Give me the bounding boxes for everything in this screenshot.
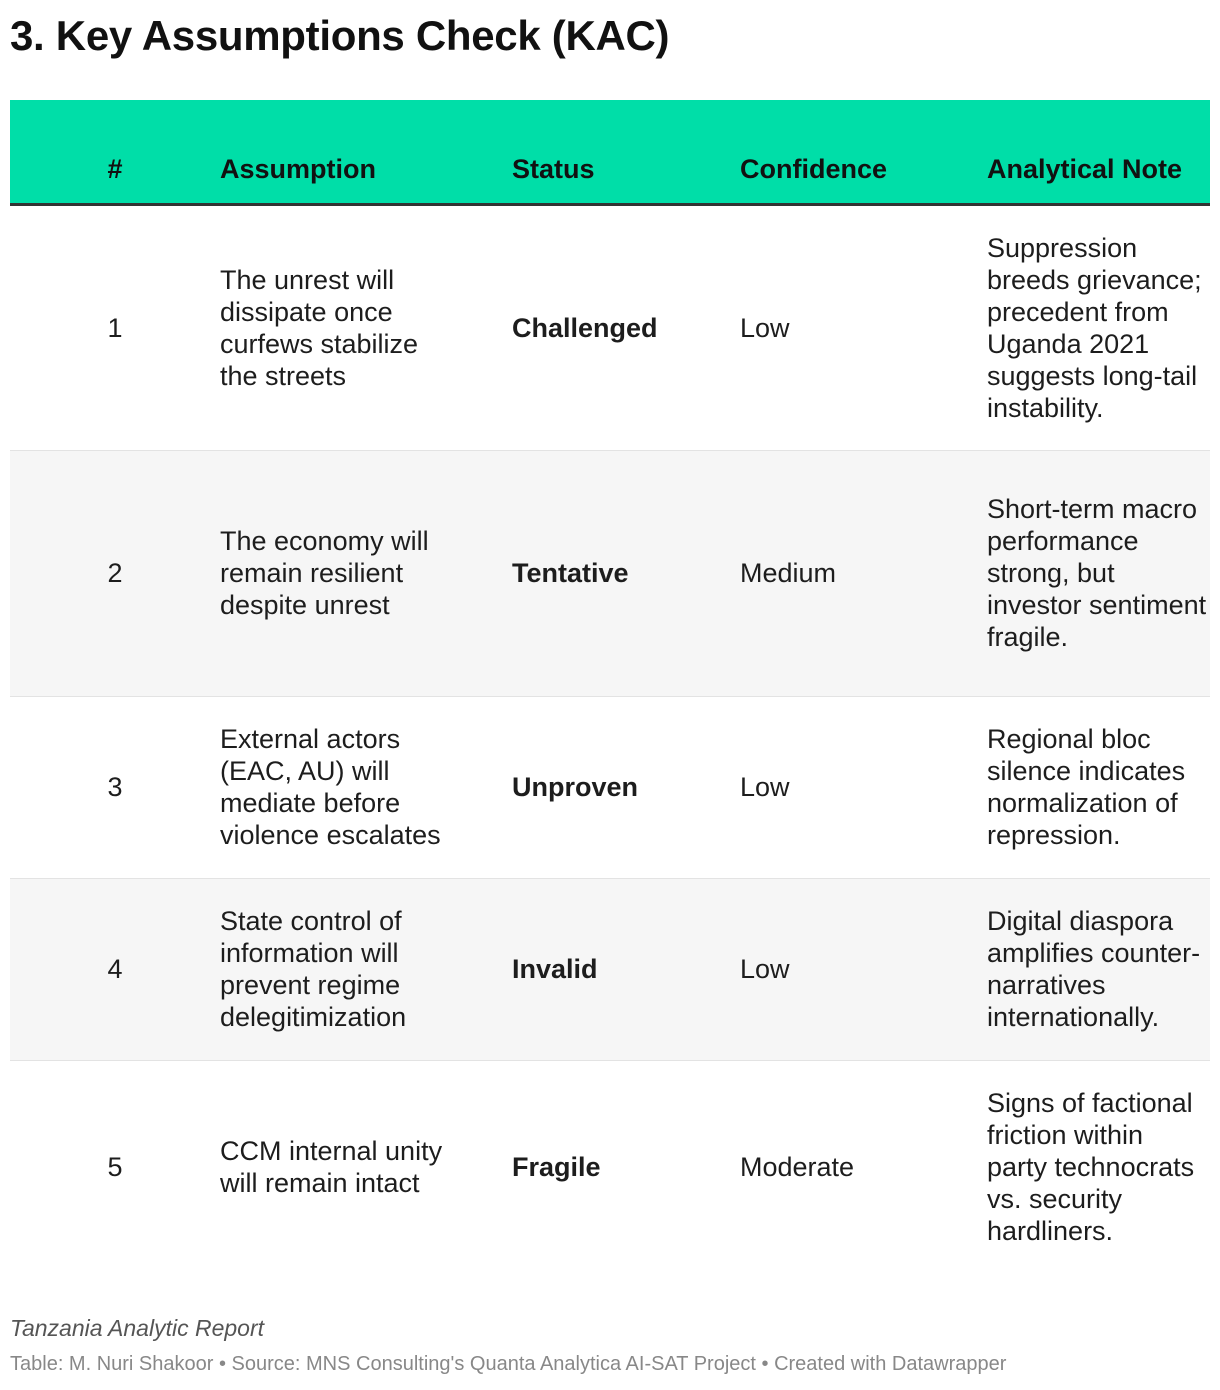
confidence-cell: Moderate — [740, 1152, 855, 1183]
column-header-number: # — [10, 100, 220, 204]
analytical-note-cell: Short-term macro performance strong, but investor sentiment fragile. — [987, 494, 1207, 652]
column-header-analytical-note: Analytical Note — [987, 100, 1210, 204]
status-cell: Unproven — [512, 772, 639, 802]
confidence-cell: Low — [740, 312, 790, 343]
status-cell: Tentative — [512, 558, 629, 588]
table-row — [10, 878, 1210, 1060]
confidence-cell: Medium — [740, 558, 837, 588]
table-row — [10, 696, 1210, 878]
column-header-assumption: Assumption — [220, 100, 512, 204]
column-header-confidence: Confidence — [740, 100, 987, 204]
table-row — [10, 450, 1210, 696]
kac-table — [10, 100, 1210, 1274]
table-header-row — [10, 100, 1210, 204]
row-number: 2 — [107, 558, 123, 588]
status-cell: Challenged — [512, 312, 658, 343]
assumption-cell: CCM internal unity will remain intact — [220, 1136, 443, 1199]
status-cell: Invalid — [512, 954, 598, 984]
page-title: 3. Key Assumptions Check (KAC) — [10, 12, 670, 59]
table-row — [10, 204, 1210, 450]
column-header-status: Status — [512, 100, 740, 204]
analytical-note-cell: Digital diaspora amplifies counter-narratives internationally. — [987, 906, 1201, 1032]
source-credit: Table: M. Nuri Shakoor • Source: MNS Consulting's Quanta Analytica AI-SAT Project • Created with Datawrapper — [10, 1353, 1007, 1375]
row-number: 3 — [107, 772, 123, 802]
confidence-cell: Low — [740, 954, 790, 984]
assumption-cell: State control of information will prevent regime delegitimization — [220, 906, 407, 1032]
row-number: 5 — [107, 1152, 123, 1183]
assumption-cell: External actors (EAC, AU) will mediate before violence escalates — [220, 724, 441, 850]
assumption-cell: The economy will remain resilient despite unrest — [220, 526, 429, 620]
analytical-note-cell: Regional bloc silence indicates normalization of repression. — [987, 724, 1186, 850]
analytical-note-cell: Suppression breeds grievance; precedent from Uganda 2021 suggests long-tail instability. — [987, 232, 1202, 423]
row-number: 4 — [107, 954, 123, 984]
status-cell: Fragile — [512, 1152, 601, 1183]
report-name: Tanzania Analytic Report — [10, 1315, 264, 1341]
table-row — [10, 1060, 1210, 1274]
analytical-note-cell: Signs of factional friction within party technocrats vs. security hardliners. — [987, 1088, 1195, 1247]
assumption-cell: The unrest will dissipate once curfews stabilize the streets — [220, 264, 419, 391]
row-number: 1 — [107, 312, 123, 343]
confidence-cell: Low — [740, 772, 790, 802]
